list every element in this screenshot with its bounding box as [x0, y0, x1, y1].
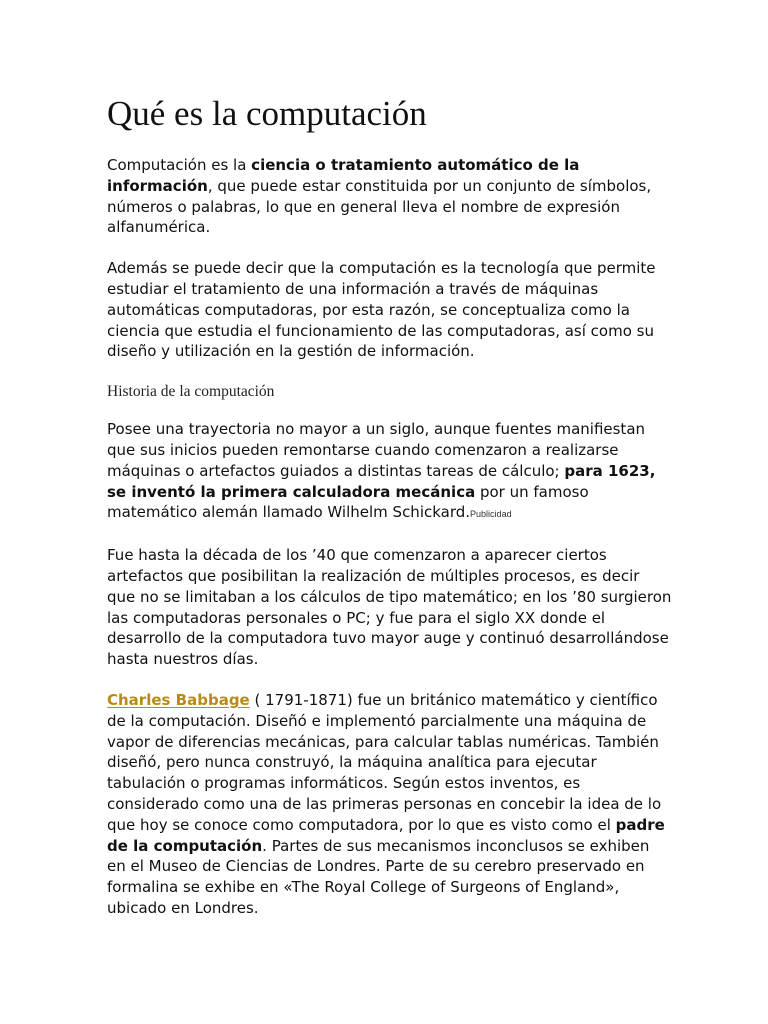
charles-babbage-link[interactable]: Charles Babbage: [107, 690, 250, 709]
history-bold-calculator: para 1623, se inventó la primera calculadora mecánica: [107, 461, 656, 501]
history-text-2: por un famoso matemático alemán llamado Wilhelm Schickard.: [107, 482, 589, 522]
babbage-paragraph: [107, 690, 672, 919]
history-text-1: Posee una trayectoria no mayor a un siglo, aunque fuentes manifiestan que sus inicios pueden remontarse cuando comenzaron a realizarse máquinas o artefactos guiados a distintas tareas de cálculo;: [107, 420, 646, 480]
page-title: Qué es la computación: [107, 94, 427, 133]
babbage-bold-father: padre de la computación: [107, 815, 665, 855]
advertisement-label: Publicidad: [470, 509, 512, 520]
babbage-text-1: ( 1791-1871) fue un británico matemático y científico de la computación. Diseñó e implementó parcialmente una máquina de vapor de diferencias mecánicas, para calcular tablas numéricas. También diseñó, pero nunca construyó, la máquina analítica para ejecutar tabulación o programas informáticos. Según estos inventos, es considerado como una de las primeras personas en concebir la idea de lo que hoy se conoce como computadora, por lo que es visto como el: [107, 690, 662, 834]
decades-paragraph: Fue hasta la década de los ’40 que comenzaron a aparecer ciertos artefactos que posibilitan la realización de múltiples procesos, es decir que no se limitaban a los cálculos de tipo matemático; en los ’80 surgieron las computadoras personales o PC; y fue para el siglo XX donde el desarrollo de la computadora tuvo mayor auge y continuó desarrollándose hasta nuestros días.: [107, 546, 672, 669]
intro-bold-definition: ciencia o tratamiento automático de la información: [107, 156, 580, 195]
history-subheading: Historia de la computación: [107, 383, 275, 401]
history-paragraph: [107, 419, 672, 525]
intro-text-1: Computación es la: [107, 156, 252, 174]
intro-paragraph: [107, 155, 672, 238]
intro-text-2: , que puede estar constituida por un conjunto de símbolos, números o palabras, lo que en general lleva el nombre de expresión alfanumérica.: [107, 176, 652, 237]
babbage-text-2: . Partes de sus mecanismos inconclusos se exhiben en el Museo de Ciencias de Londres. Parte de su cerebro preservado en formalina se exhibe en «The Royal College of Surgeons of England», ubicado en Londres.: [107, 836, 650, 917]
technology-paragraph: Además se puede decir que la computación es la tecnología que permite estudiar el tratamiento de una información a través de máquinas automáticas computadoras, por esta razón, se conceptualiza como la ciencia que estudia el funcionamiento de las computadoras, así como su diseño y utilización en la gestión de información.: [107, 259, 656, 361]
